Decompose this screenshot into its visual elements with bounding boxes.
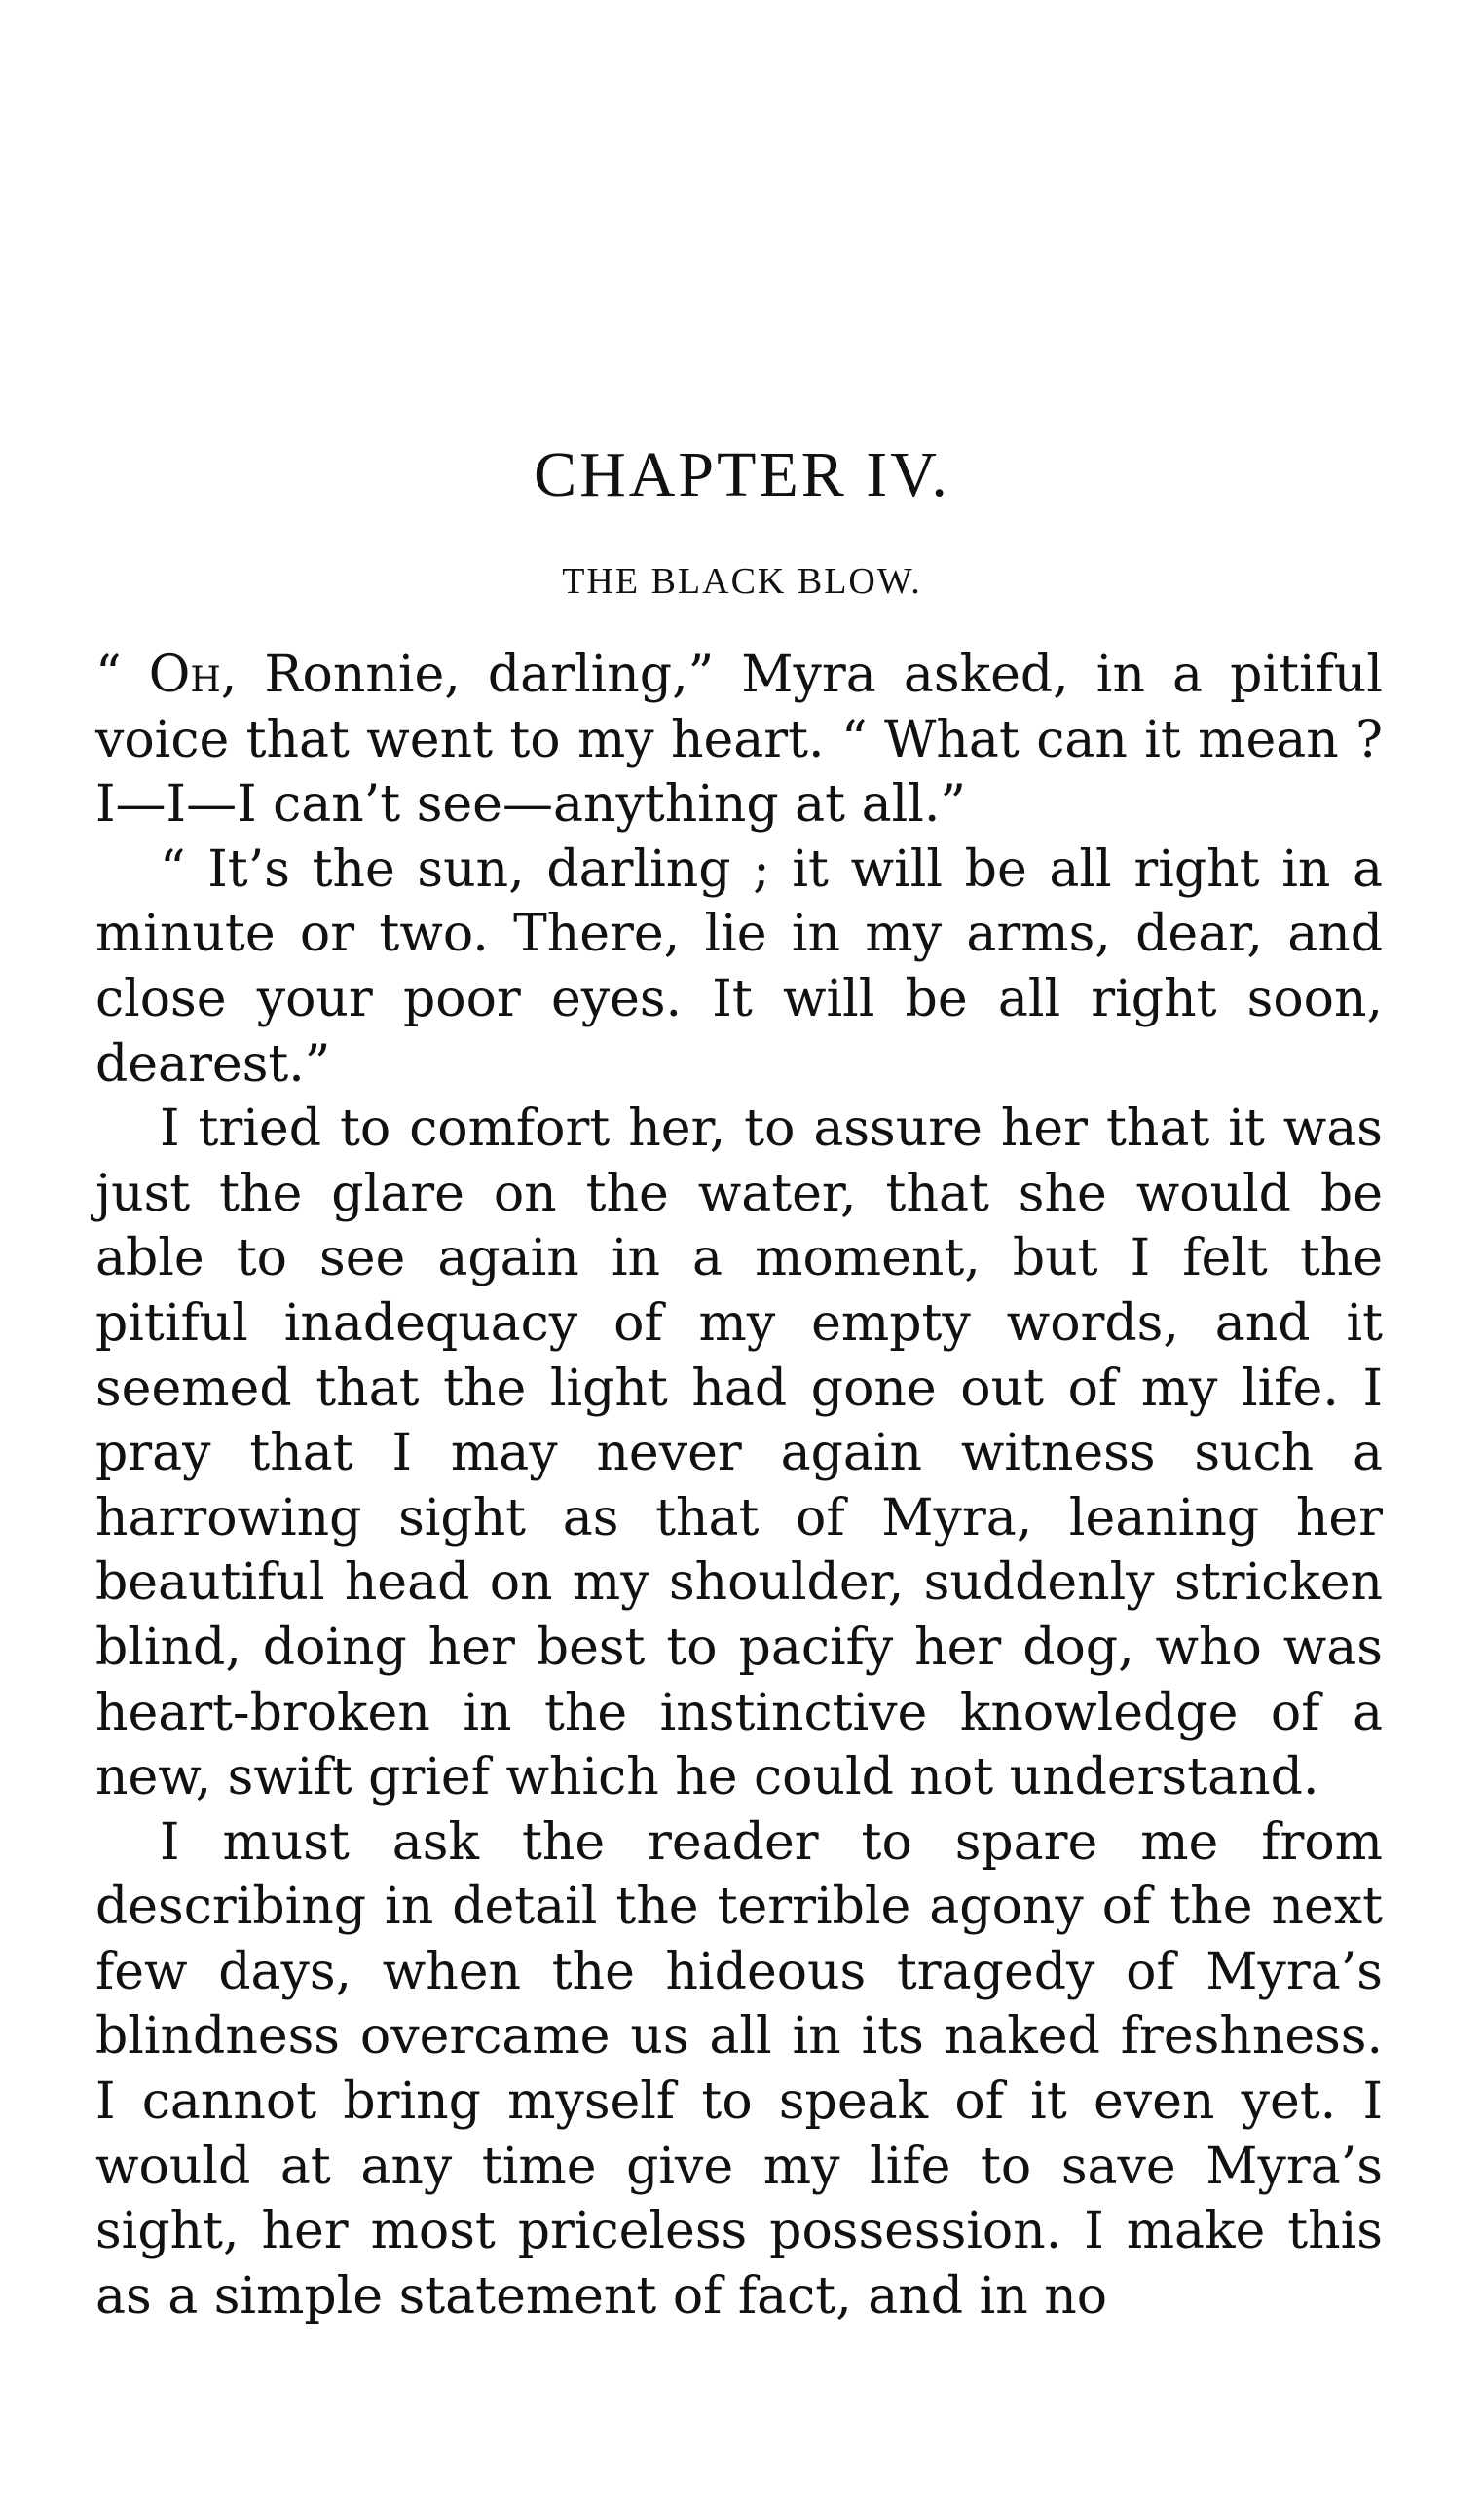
paragraph-1 [95,643,1383,838]
body-text [95,643,1383,2329]
paragraph-1-text: Ronnie, darling,” Myra asked, in a pitiful voice that went to my heart. “ What can it mean ? I—I—I can’t see—anything at all.” [95,646,1383,835]
paragraph-2-text: “ It’s the sun, darling ; it will be all right in a minute or two. There, lie in my arms, dear, and close your poor eyes. It will be all right soon, dearest.” [95,839,1383,1094]
paragraph-1-lead: “ Oh, [95,646,238,704]
paragraph-3-text: I tried to comfort her, to assure her that it was just the glare on the water, that she would be able to see again in a moment, but I felt the pitiful inadequacy of my empty words, and it seemed that the light had gone out of my life. I pray that I may never again witness such a harrowing sight as that of Myra, leaning her beautiful head on my shoulder, suddenly stricken blind, doing her best to pacify her dog, who was heart-broken in the instinctive knowledge of a new, swift grief which he could not understand. [95,1099,1383,1808]
paragraph-2 [95,838,1383,1097]
chapter-title: THE BLACK BLOW. [562,561,922,602]
paragraph-3 [95,1097,1383,1810]
paragraph-4-text: I must ask the reader to spare me from describing in detail the terrible agony of the next few days, when the hideous tragedy of Myra’s blindness overcame us all in its naked freshness. I cannot bring myself to speak of it even yet. I would at any time give my life to save Myra’s sight, her most priceless possession. I make this as a simple statement of fact, and in no [95,1812,1383,2326]
chapter-heading: CHAPTER IV. [534,439,950,510]
paragraph-4 [95,1810,1383,2329]
